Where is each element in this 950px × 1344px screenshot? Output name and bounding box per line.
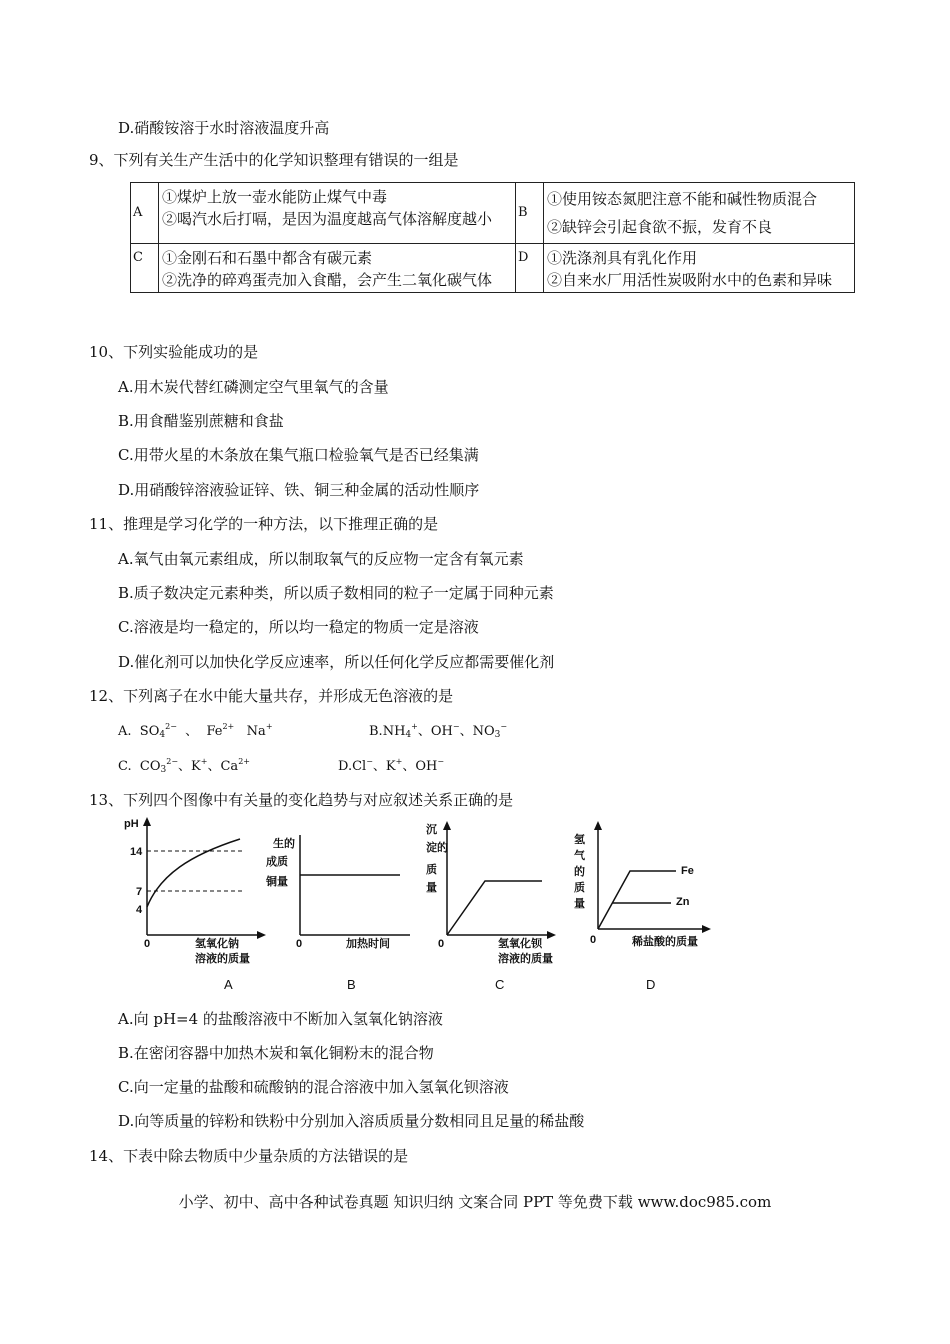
y-label-line1: 氢 — [574, 834, 585, 846]
cell-d — [544, 244, 855, 293]
caption: D — [646, 977, 656, 992]
x-label-line2: 溶液的质量 — [195, 953, 250, 965]
x-label: 加热时间 — [346, 938, 390, 950]
caption: A — [224, 977, 233, 992]
caption: C — [495, 977, 505, 992]
q11-option-d: D.催化剂可以加快化学反应速率，所以任何化学反应都需要催化剂 — [118, 653, 555, 671]
q12-option-b — [369, 722, 507, 742]
separator: 、 — [372, 759, 386, 774]
separator: 、 — [207, 759, 221, 774]
separator: 、 — [459, 724, 473, 739]
ion-charge: + — [395, 757, 403, 766]
fe-line — [598, 871, 676, 929]
q10-stem: 10、下列实验能成功的是 — [89, 343, 259, 361]
ion: Ca — [220, 759, 239, 774]
cell-label-b: B — [516, 183, 544, 244]
ion-charge: 2− — [165, 722, 177, 731]
q10-option-a: A.用木炭代替红磷测定空气里氧气的含量 — [118, 378, 389, 396]
tick-label: 4 — [136, 904, 143, 916]
q12-stem: 12、下列离子在水中能大量共存，并形成无色溶液的是 — [89, 687, 454, 705]
cell-b-line1: ①使用铵态氮肥注意不能和碱性物质混合 — [547, 190, 818, 208]
y-label-line3: 质 — [426, 864, 437, 876]
cell-label-d: D — [516, 244, 544, 293]
q13-stem: 13、下列四个图像中有关量的变化趋势与对应叙述关系正确的是 — [89, 791, 514, 809]
ion: Cl — [352, 759, 367, 774]
q13-option-c: C.向一定量的盐酸和硫酸钠的混合溶液中加入氢氧化钡溶液 — [118, 1078, 509, 1096]
q10-option-d: D.用硝酸锌溶液验证锌、铁、铜三种金属的活动性顺序 — [118, 481, 480, 499]
ion-charge: + — [200, 757, 208, 766]
q11-option-a: A.氧气由氧元素组成，所以制取氧气的反应物一定含有氧元素 — [118, 550, 524, 568]
ion: K — [191, 759, 201, 774]
arrow-icon — [443, 821, 451, 830]
cell-b — [544, 183, 855, 244]
graph-b — [265, 835, 410, 992]
y-label-line2: 淀的 — [426, 842, 448, 854]
arrow-icon — [257, 931, 266, 939]
q11-stem: 11、推理是学习化学的一种方法，以下推理正确的是 — [89, 515, 439, 533]
separator: 、 — [402, 759, 416, 774]
q8-option-d: D.硝酸铵溶于水时溶液温度升高 — [118, 119, 330, 137]
ion-charge: 2+ — [222, 722, 235, 731]
ion-charge: − — [452, 722, 460, 731]
x-label-line1: 氢氧化钠 — [195, 938, 239, 950]
ion-subscript: 3 — [494, 730, 501, 740]
ion: CO — [139, 759, 161, 774]
page-footer: 小学、初中、高中各种试卷真题 知识归纳 文案合同 PPT 等免费下载 www.doc985.com — [178, 1193, 772, 1211]
option-label: D. — [338, 759, 353, 774]
q13-option-a: A.向 pH=4 的盐酸溶液中不断加入氢氧化钠溶液 — [118, 1010, 443, 1028]
arrow-icon — [547, 931, 556, 939]
cell-a — [159, 183, 516, 244]
tick-label: 7 — [136, 886, 143, 898]
arrow-icon — [702, 925, 711, 933]
cell-a-line1: ①煤炉上放一壶水能防止煤气中毒 — [162, 188, 388, 206]
y-label-line4: 量 — [426, 882, 437, 894]
data-line — [447, 881, 542, 935]
table-row — [131, 183, 855, 244]
y-label: pH — [124, 818, 139, 830]
ion-charge: 2− — [166, 757, 179, 766]
table-row — [131, 244, 855, 293]
q11-option-c: C.溶液是均一稳定的，所以均一稳定的物质一定是溶液 — [118, 618, 479, 636]
separator: 、 — [178, 759, 192, 774]
ion: NH — [382, 724, 406, 739]
arrow-icon — [143, 817, 151, 826]
q10-option-c: C.用带火星的木条放在集气瓶口检验氧气是否已经集满 — [118, 446, 479, 464]
q12-option-a — [118, 722, 273, 742]
ion-charge: − — [437, 757, 445, 766]
q13-option-d: D.向等质量的锌粉和铁粉中分别加入溶质质量分数相同且足量的稀盐酸 — [118, 1112, 585, 1130]
tick-label: 14 — [130, 846, 143, 858]
origin-label: 0 — [438, 938, 445, 950]
origin-label: 0 — [590, 934, 597, 946]
y-label-line1: 生的 — [273, 838, 295, 850]
y-label-line2: 气 — [574, 850, 585, 862]
ion-subscript: 4 — [405, 730, 412, 740]
option-label: A. — [118, 724, 132, 739]
caption: B — [347, 977, 356, 992]
ion-charge: 2+ — [238, 757, 250, 766]
q11-option-b: B.质子数决定元素种类，所以质子数相同的粒子一定属于同种元素 — [118, 584, 554, 602]
q12-option-c — [118, 757, 250, 777]
ion-charge: − — [366, 757, 373, 766]
q13-graphs — [110, 815, 720, 995]
ion: OH — [415, 759, 438, 774]
x-label: 稀盐酸的质量 — [632, 936, 698, 948]
separator: 、 — [417, 724, 431, 739]
separator: 、 — [185, 724, 199, 739]
fe-label: Fe — [681, 865, 694, 877]
q9-table — [130, 182, 855, 293]
ion: OH — [430, 724, 453, 739]
y-label-line3: 铜量 — [266, 876, 288, 888]
ion-charge: + — [411, 722, 418, 731]
option-label: C. — [118, 759, 132, 774]
ion: SO — [139, 724, 160, 739]
x-label-line1: 氢氧化钡 — [498, 938, 542, 950]
cell-label-a: A — [131, 183, 159, 244]
q12-option-d — [338, 757, 444, 777]
q9-stem: 9、下列有关生产生活中的化学知识整理有错误的一组是 — [89, 151, 459, 169]
y-label-line1: 沉 — [426, 824, 437, 836]
cell-d-line1: ①洗涤剂具有乳化作用 — [547, 249, 698, 267]
ion: K — [385, 759, 396, 774]
ion-charge: − — [500, 722, 508, 731]
q14-stem: 14、下表中除去物质中少量杂质的方法错误的是 — [89, 1147, 409, 1165]
q10-option-b: B.用食醋鉴别蔗糖和食盐 — [118, 412, 284, 430]
zn-label: Zn — [676, 896, 690, 908]
origin-label: 0 — [296, 938, 303, 950]
y-label-line2: 成质 — [266, 856, 288, 868]
arrow-icon — [594, 821, 602, 830]
cell-label-c: C — [131, 244, 159, 293]
cell-c-line1: ①金刚石和石墨中都含有碳元素 — [162, 249, 373, 267]
graph-a — [124, 817, 266, 992]
ion-charge: + — [265, 722, 273, 731]
cell-c-line2: ②洗净的碎鸡蛋壳加入食醋，会产生二氧化碳气体 — [162, 271, 493, 289]
cell-b-line2: ②缺锌会引起食欲不振，发育不良 — [547, 218, 773, 236]
y-label-line3: 的 — [574, 866, 585, 878]
ph-curve — [147, 839, 240, 907]
cell-c — [159, 244, 516, 293]
option-label: B. — [369, 724, 383, 739]
cell-a-line2: ②喝汽水后打嗝，是因为温度越高气体溶解度越小 — [162, 210, 493, 228]
ion: NO — [472, 724, 495, 739]
ion: Fe — [206, 724, 223, 739]
y-label-line5: 量 — [574, 898, 585, 910]
q13-option-b: B.在密闭容器中加热木炭和氧化铜粉末的混合物 — [118, 1044, 434, 1062]
y-label-line4: 质 — [574, 882, 585, 894]
x-label-line2: 溶液的质量 — [498, 953, 553, 965]
origin-label: 0 — [144, 938, 151, 950]
ion-subscript: 3 — [160, 765, 167, 775]
ion-subscript: 4 — [159, 730, 166, 740]
ion: Na — [246, 724, 266, 739]
graph-c — [426, 821, 556, 992]
graph-d — [574, 821, 711, 992]
cell-d-line2: ②自来水厂用活性炭吸附水中的色素和异味 — [547, 271, 833, 289]
